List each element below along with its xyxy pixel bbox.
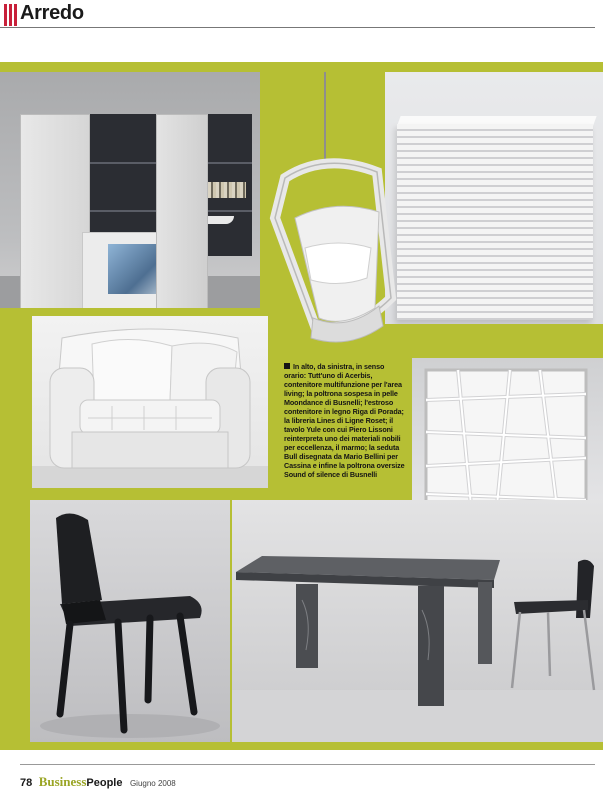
footer-rule: [20, 764, 595, 765]
section-title: Arredo: [20, 2, 84, 24]
caption-line: In alto, da sinistra, in senso: [284, 362, 429, 371]
caption-line: Moondance di Busnelli; l'estroso: [284, 398, 394, 407]
header-rule: [0, 27, 595, 28]
magazine-brand: BusinessPeople: [38, 774, 123, 789]
armchair-photo: [32, 316, 268, 488]
caption-line: contenitore in legno Riga di Porada;: [284, 407, 404, 416]
photo-caption: [284, 362, 429, 479]
caption-line: living; la poltrona sospesa in pelle: [284, 389, 398, 398]
caption-line: Cassina e infine la poltrona oversize: [284, 461, 405, 470]
caption-line: contenitore multifunzione per l'area: [284, 380, 402, 389]
page-footer: [20, 773, 176, 791]
caption-line: la libreria Lines di Ligne Roset; il: [284, 416, 394, 425]
hanging-chair-photo: [235, 72, 413, 362]
storage-cube-photo: [385, 72, 603, 324]
caption-line: orario: Tutt'uno di Acerbis,: [284, 371, 373, 380]
bullet-square-icon: [284, 363, 290, 369]
caption-line: per eccellenza, il marmo; la seduta: [284, 443, 400, 452]
chair-photo: [30, 500, 230, 742]
caption-line: Bull disegnata da Mario Bellini per: [284, 452, 398, 461]
caption-line: Sound of silence di Busnelli: [284, 470, 378, 479]
caption-line: reinterpreta uno dei materiali nobili: [284, 434, 401, 443]
issue-date: Giugno 2008: [129, 779, 176, 788]
living-unit-photo: [0, 72, 260, 308]
table-photo: [232, 500, 603, 742]
page-number: 78: [20, 777, 33, 789]
section-mark: [4, 4, 17, 26]
caption-line: tavolo Yule con cui Piero Lissoni: [284, 425, 393, 434]
